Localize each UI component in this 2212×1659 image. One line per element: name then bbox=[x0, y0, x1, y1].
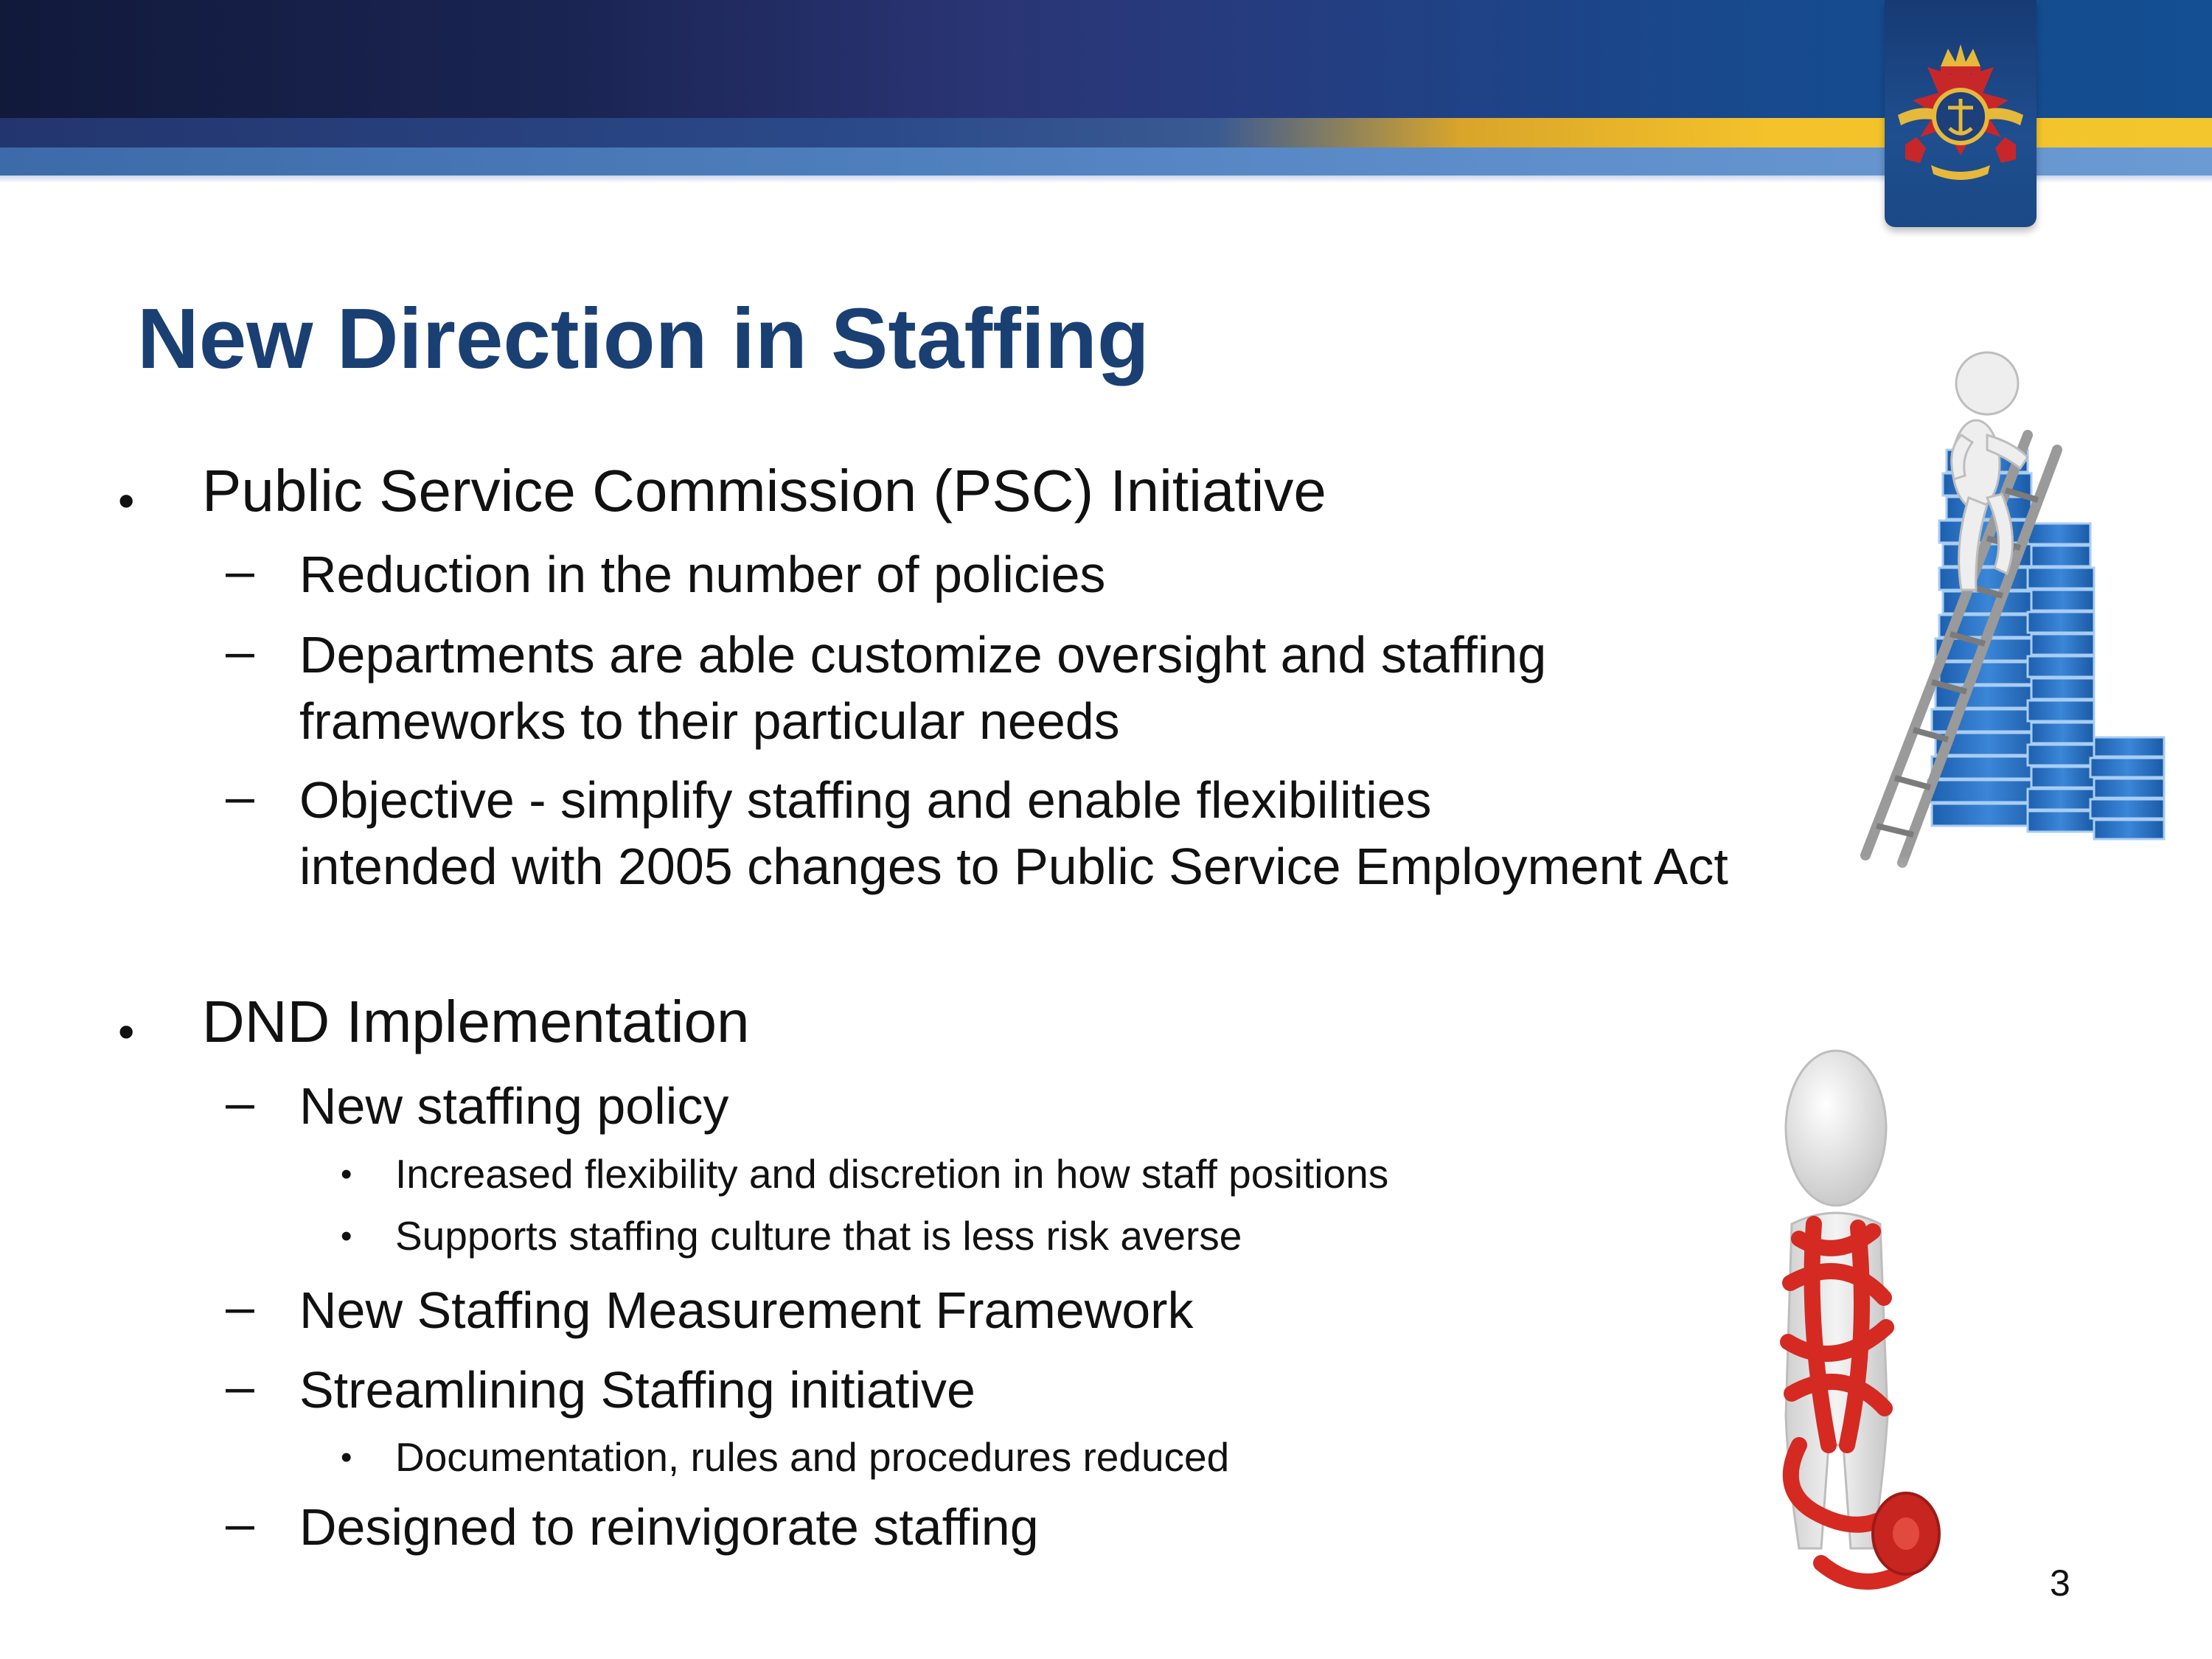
figure-climbing-ladder-on-books-icon bbox=[1843, 339, 2183, 951]
dash-marker: – bbox=[226, 1495, 254, 1552]
figure-wrapped-in-red-tape-icon bbox=[1718, 1032, 1954, 1607]
list-item: Objective - simplify staffing and enable flexibilities bbox=[299, 771, 1432, 829]
sub-bullet-marker: • bbox=[341, 1156, 352, 1192]
canadian-armed-forces-crest-icon bbox=[1891, 34, 2031, 189]
dash-marker: – bbox=[226, 1278, 254, 1335]
sub-bullet-marker: • bbox=[341, 1218, 352, 1254]
list-item: New Staffing Measurement Framework bbox=[299, 1281, 1194, 1339]
list-item-continuation: intended with 2005 changes to Public Service Employment Act bbox=[299, 838, 1728, 895]
header-band-light-blue bbox=[0, 147, 2212, 175]
sub-list-item: Documentation, rules and procedures reduced bbox=[395, 1434, 1230, 1480]
list-item: Streamlining Staffing initiative bbox=[299, 1361, 975, 1419]
dash-marker: – bbox=[226, 542, 254, 599]
slide-title: New Direction in Staffing bbox=[137, 291, 1150, 386]
dash-marker: – bbox=[226, 768, 254, 825]
header-band-gold bbox=[0, 118, 2212, 147]
header-band-navy bbox=[0, 0, 2212, 118]
dash-marker: – bbox=[226, 1357, 254, 1415]
list-item: Reduction in the number of policies bbox=[299, 546, 1106, 603]
list-item: Departments are able customize oversight and staffing bbox=[299, 626, 1547, 684]
dash-marker: – bbox=[226, 1074, 254, 1131]
section-heading: Public Service Commission (PSC) Initiative bbox=[202, 458, 1326, 524]
list-item: New staffing policy bbox=[299, 1077, 729, 1135]
sub-bullet-marker: • bbox=[341, 1439, 352, 1475]
header-shadow bbox=[0, 175, 2212, 183]
dash-marker: – bbox=[226, 622, 254, 680]
sub-list-item: Supports staffing culture that is less risk averse bbox=[395, 1213, 1242, 1259]
bullet-marker: • bbox=[118, 1005, 135, 1058]
bullet-marker: • bbox=[118, 474, 135, 527]
section-heading: DND Implementation bbox=[202, 989, 750, 1054]
list-item-continuation: frameworks to their particular needs bbox=[299, 692, 1120, 750]
page-number: 3 bbox=[2050, 1562, 2070, 1604]
sub-list-item: Increased flexibility and discretion in how staff positions bbox=[395, 1151, 1389, 1197]
crest-panel bbox=[1885, 0, 2037, 227]
header-banner bbox=[0, 0, 2212, 177]
list-item: Designed to reinvigorate staffing bbox=[299, 1498, 1039, 1556]
